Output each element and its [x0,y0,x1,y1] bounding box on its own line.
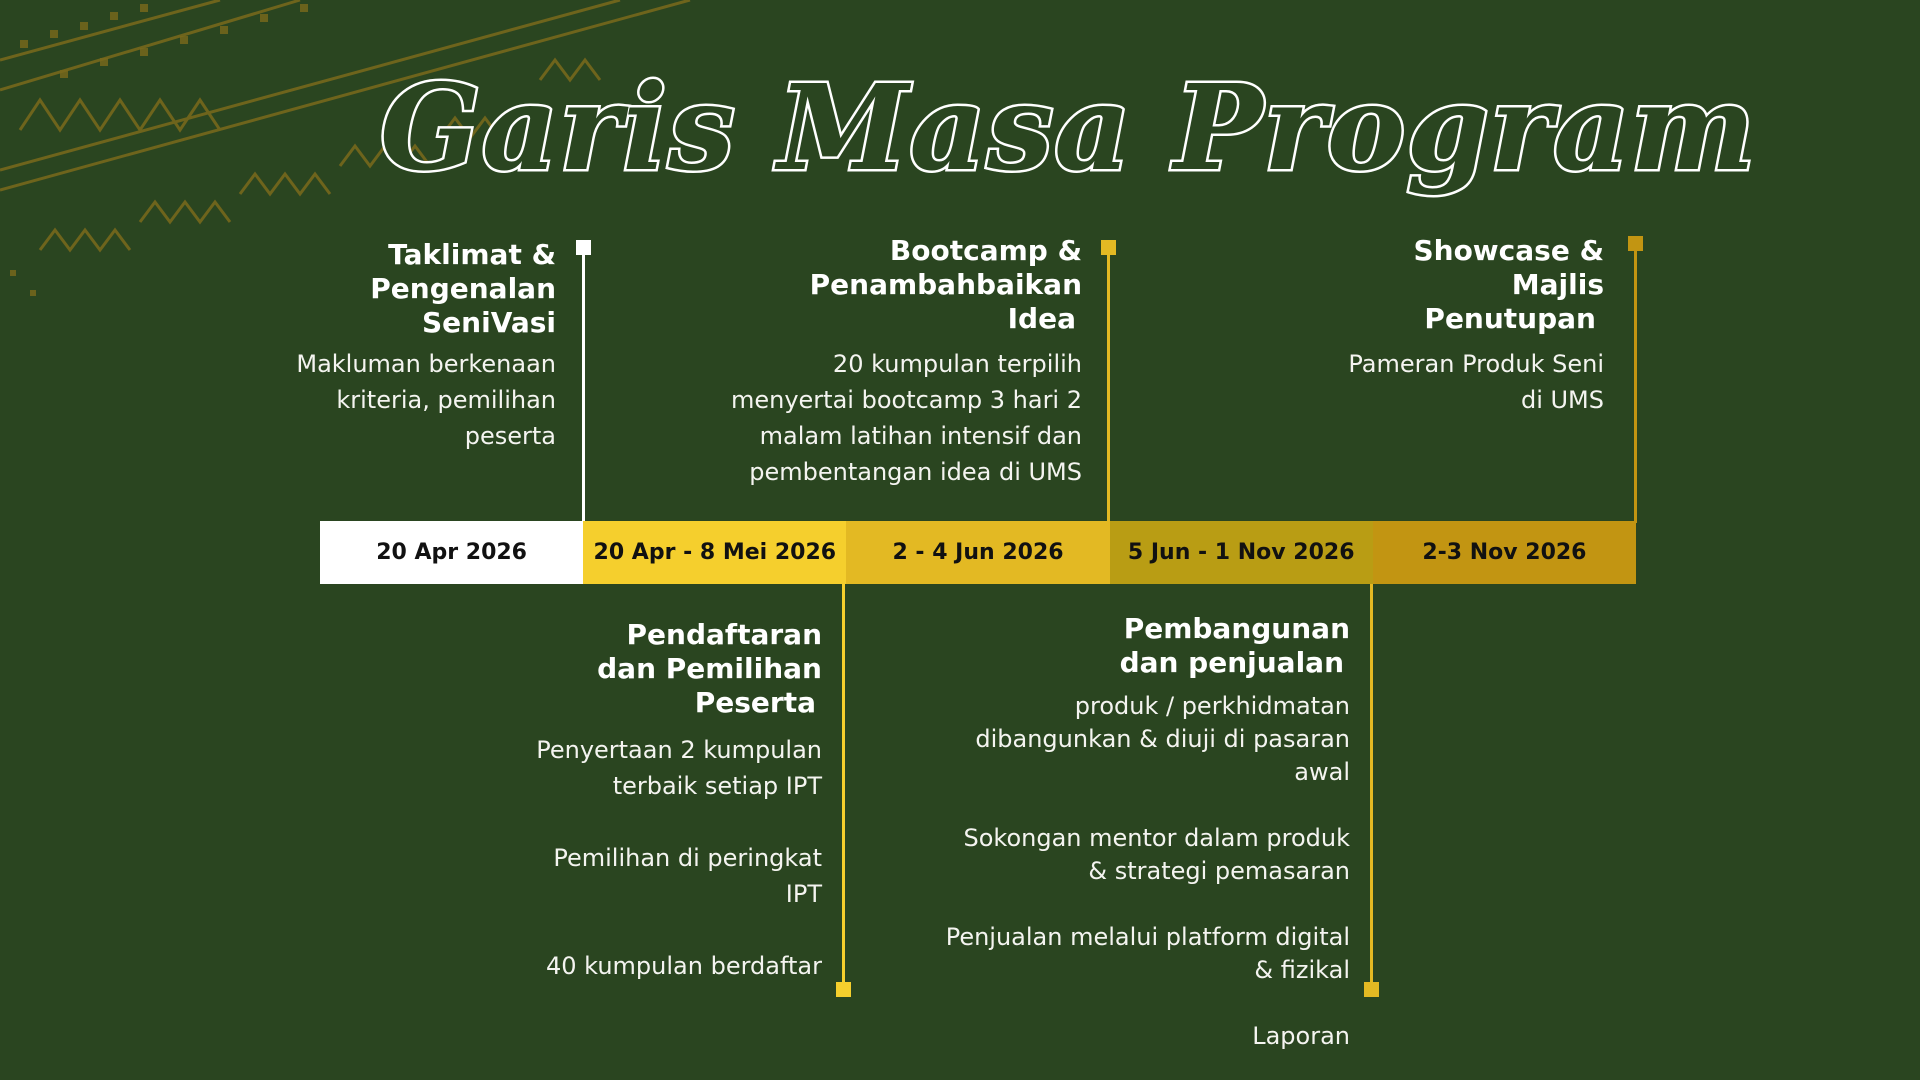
timeline-segment-2: 20 Apr - 8 Mei 2026 [583,521,846,584]
milestone-description: Sokongan mentor dalam produk & strategi pemasaran [963,824,1350,885]
marker-pendaftaran [836,982,851,997]
timeline-segment-4: 5 Jun - 1 Nov 2026 [1110,521,1373,584]
milestone-description: produk / perkhidmatan dibangunkan & diuji di pasaran awal [975,692,1350,786]
connector-showcase [1634,243,1637,523]
milestone-heading: Pendaftaran dan Pemilihan Peserta [597,618,822,719]
timeline-segment-3: 2 - 4 Jun 2026 [846,521,1109,584]
timeline-segment-5: 2-3 Nov 2026 [1373,521,1636,584]
connector-taklimat [582,247,585,523]
marker-taklimat [576,240,591,255]
milestone-description: Penyertaan 2 kumpulan terbaik setiap IPT [536,736,822,800]
milestone-heading: Taklimat & Pengenalan SeniVasi [370,238,556,339]
timeline-segment-1: 20 Apr 2026 [320,521,583,584]
connector-pembangunan [1370,584,1373,988]
milestone-description: Pameran Produk Seni di UMS [1348,350,1604,414]
milestone-heading: Showcase & Majlis Penutupan [1413,234,1604,335]
milestone-description: 20 kumpulan terpilih menyertai bootcamp 3 hari 2 malam latihan intensif dan pembentangan idea di UMS [730,350,1082,486]
marker-bootcamp [1101,240,1116,255]
page-title: Garis Masa Program [380,58,1757,197]
milestone-showcase [1240,234,1604,418]
milestone-description: Laporan [1252,1022,1350,1050]
marker-pembangunan [1364,982,1379,997]
milestone-pembangunan [900,612,1350,1053]
milestone-description: Pemilihan di peringkat IPT [553,844,822,908]
milestone-bootcamp [640,234,1082,490]
milestone-description: Penjualan melalui platform digital & fizikal [945,923,1350,984]
milestone-description: Makluman berkenaan kriteria, pemilihan peserta [296,350,556,450]
timeline-bar [320,521,1636,584]
marker-showcase [1628,236,1643,251]
connector-pendaftaran [842,584,845,988]
milestone-pendaftaran [500,618,822,984]
connector-bootcamp [1107,247,1110,523]
milestone-heading: Pembangunan dan penjualan [1119,612,1350,679]
milestone-heading: Bootcamp & Penambahbaikan Idea [809,234,1082,335]
milestone-taklimat [240,238,556,454]
milestone-description: 40 kumpulan berdaftar [546,952,822,980]
